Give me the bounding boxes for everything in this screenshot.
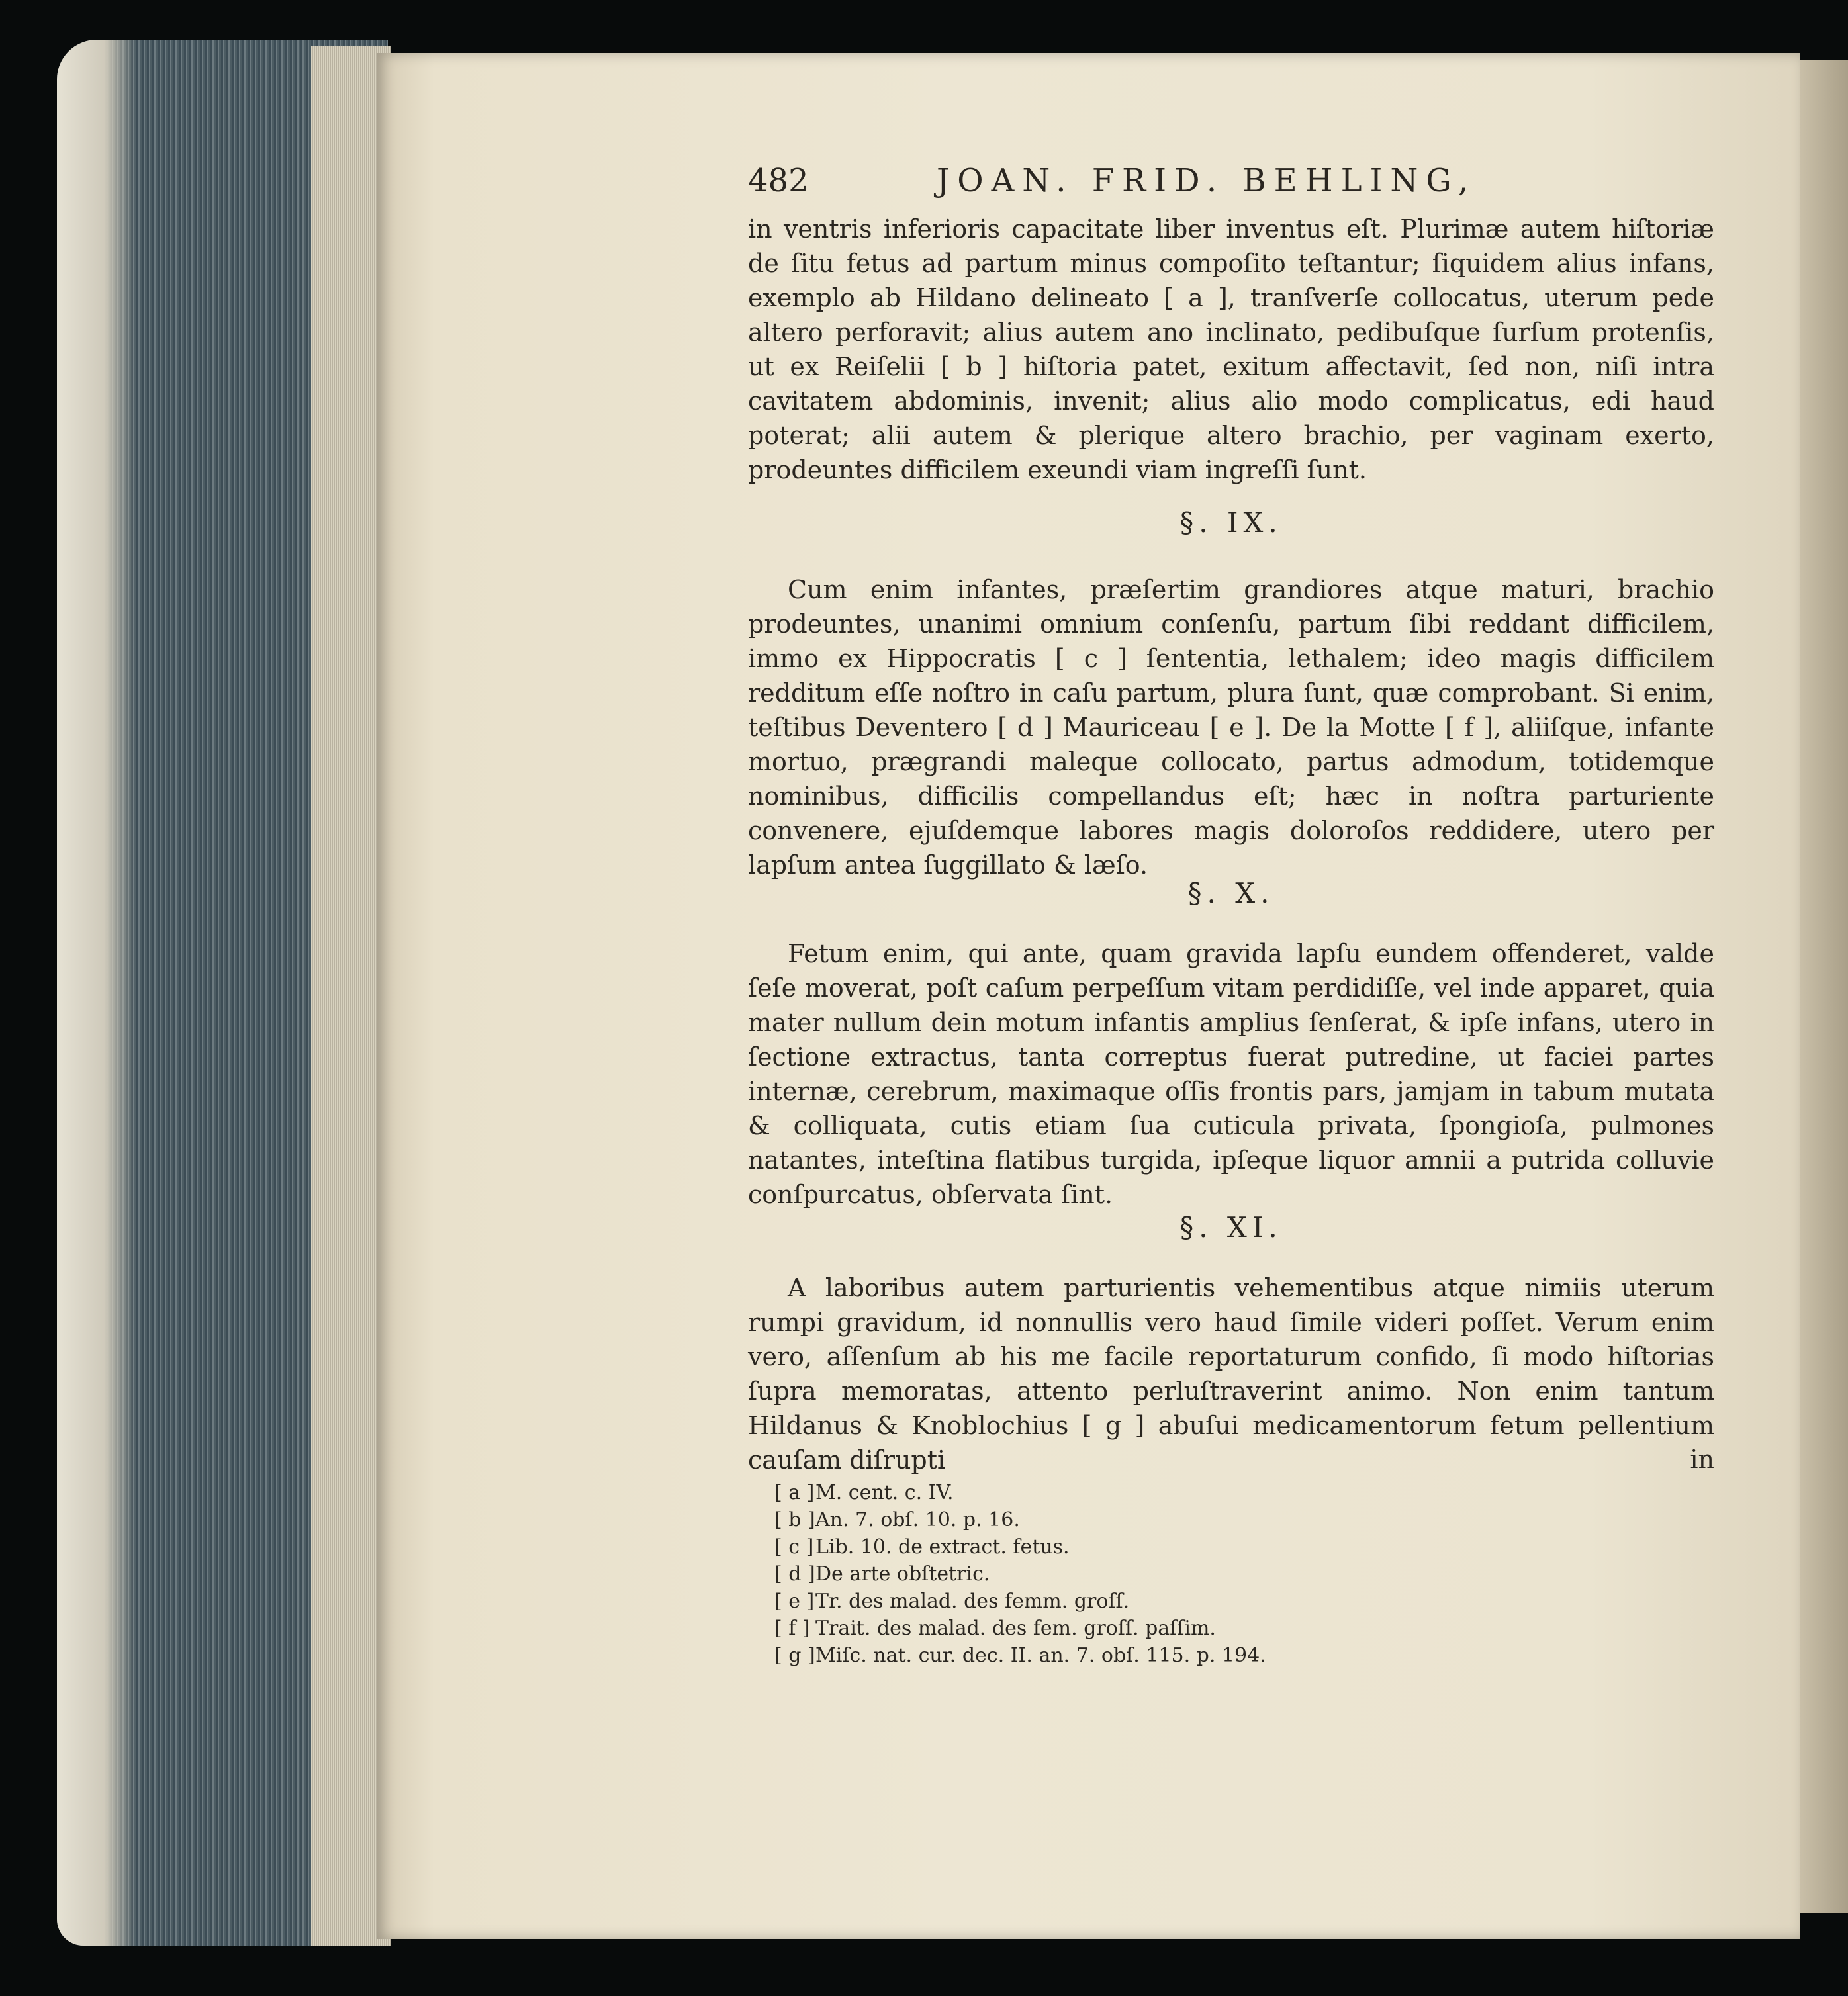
page-number: 482 [748, 162, 809, 199]
running-head [748, 162, 1714, 202]
running-title: JOAN. FRID. BEHLING, [937, 162, 1477, 199]
footnote-c: [ c ]Lib. 10. de extract. fetus. [774, 1535, 1070, 1559]
footnote-a: [ a ]M. cent. c. IV. [774, 1481, 954, 1504]
paragraph-2: Cum enim infantes, præſertim grandiores atque maturi, brachio prodeuntes, unanimi omnium conſenſu, partum ſibi reddant difficilem, immo ex Hippocratis [ c ] ſententia, lethalem; ideo magis difficilem redditum eſſe noſtro in caſu partum, plura ſunt, quæ comprobant. Si enim, teſtibus Deventero [ d ] Mauriceau [ e ]. De la Motte [ f ], aliiſque, infante mortuo, prægrandi maleque collocato, partus admodum, totidemque nominibus, difficilis compellandus eſt; hæc in noſtra parturiente convenere, ejuſdemque labores magis doloroſos reddidere, utero per lapſum antea ſuggillato & læſo. [748, 575, 1714, 880]
footnote-e: [ e ]Tr. des malad. des femm. groſſ. [774, 1590, 1130, 1613]
paragraph-4: A laboribus autem parturientis vehementibus atque nimiis uterum rumpi gravidum, id nonnullis vero haud ſimile videri poſſet. Verum enim vero, aſſenſum ab his me facile reportaturum confido, ſi modo hiſtorias ſupra memoratas, attento perluſtraverint animo. Non enim tantum Hildanus & Knoblochius [ g ] abuſui medicamentorum fetum pellentium cauſam diſrupti [748, 1273, 1714, 1474]
paragraph-3: Fetum enim, qui ante, quam gravida lapſu eundem offenderet, valde ſeſe moverat, poſt caſum perpeſſum vitam perdidiſſe, vel inde apparet, quia mater nullum dein motum infantis amplius ſenſerat, & ipſe infans, utero in ſectione extractus, tanta correptus fuerat putredine, ut faciei partes internæ, cerebrum, maximaque oſſis frontis pars, jamjam in tabum mutata & colliquata, cutis etiam ſua cuticula privata, ſpongioſa, pulmones natantes, inteſtina flatibus turgida, ipſeque liquor amnii a putrida colluvie conſpurcatus, obſervata ſint. [748, 939, 1714, 1209]
footnote-d: [ d ]De arte obſtetric. [774, 1563, 990, 1586]
footnote-b: [ b ]An. 7. obſ. 10. p. 16. [774, 1508, 1020, 1531]
footnotes [774, 1479, 1266, 1669]
paragraph-1: in ventris inferioris capacitate liber inventus eſt. Plurimæ autem hiſtoriæ de ſitu fetus ad partum minus compoſito teſtantur; ſiquidem alius infans, exemplo ab Hildano delineato [ a ], tranſverſe collocatus, uterum pede altero perforavit; alius autem ano inclinato, pedibuſque ſurſum protenſis, ut ex Reiſelii [ b ] hiſtoria patet, exitum affectavit, ſed non, niſi intra cavitatem abdominis, invenit; alius alio modo complicatus, edi haud poterat; alii autem & plerique altero brachio, per vaginam exerto, prodeuntes difficilem exeundi viam ingreſſi ſunt. [748, 214, 1714, 484]
footnote-g: [ g ]Miſc. nat. cur. dec. II. an. 7. obſ. 115. p. 194. [774, 1644, 1266, 1667]
footnote-f: [ f ] Trait. des malad. des fem. groſſ. paſſim. [774, 1617, 1216, 1640]
section-heading-ix: §. IX. [1179, 506, 1283, 539]
section-heading-xi: §. XI. [1179, 1211, 1283, 1244]
section-heading-x: §. X. [1187, 877, 1275, 909]
catchword: in [1690, 1445, 1714, 1474]
facing-page-edge [1800, 60, 1848, 1913]
